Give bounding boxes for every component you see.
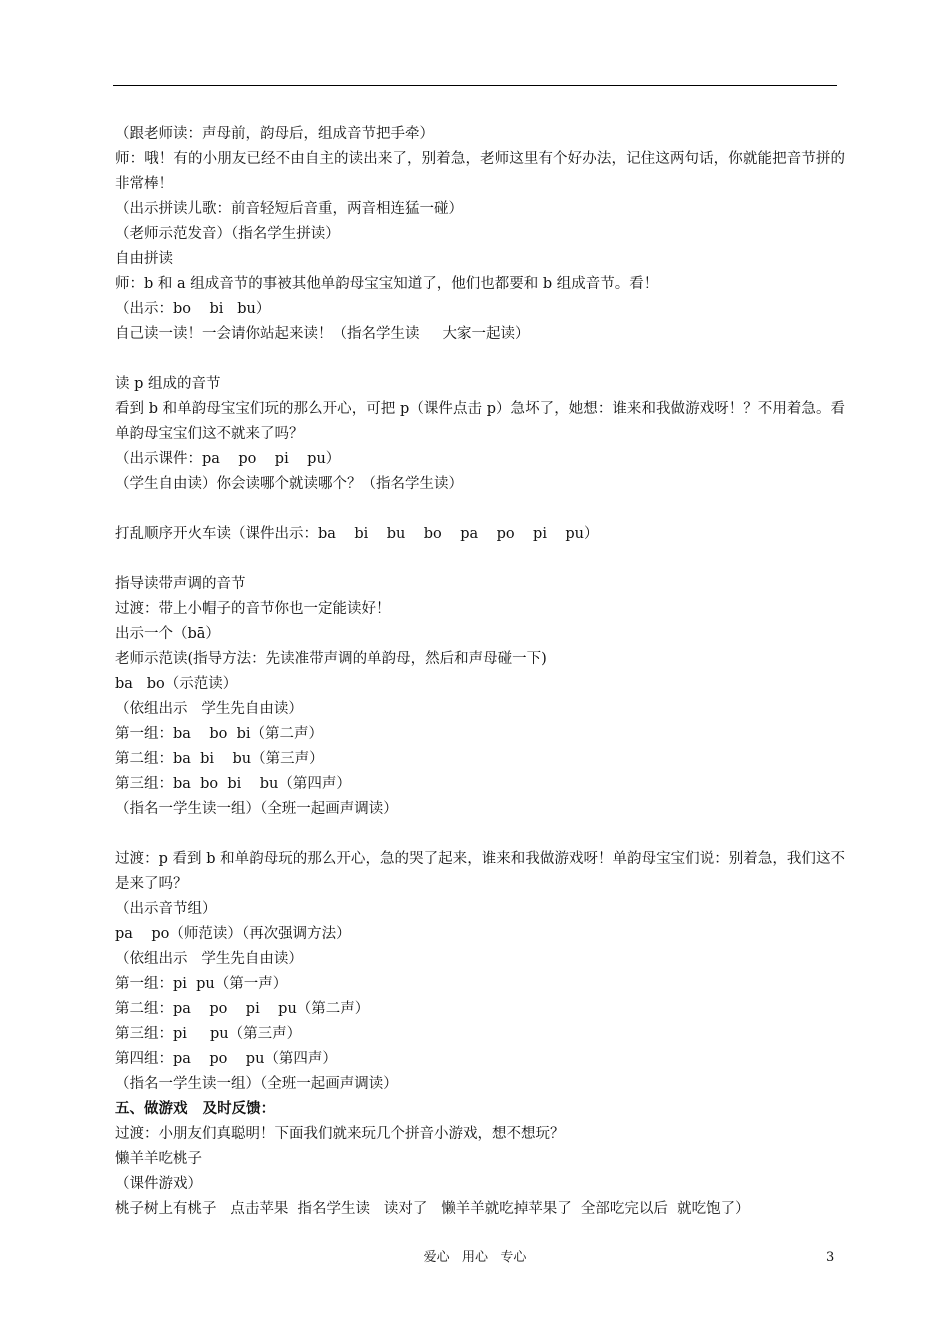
text-line: 出示一个（bā）	[115, 626, 220, 642]
blank-line	[115, 547, 845, 572]
text-line: 桃子树上有桃子 点击苹果 指名学生读 读对了 懒羊羊就吃掉苹果了 全部吃完以后 就吃饱了）	[115, 1201, 750, 1217]
text-line: 第二组：pa po pi pu（第二声）	[115, 1001, 370, 1017]
text-line: 第三组：ba bo bi bu（第四声）	[115, 776, 351, 792]
header-rule	[113, 85, 837, 86]
text-line: （出示拼读儿歌：前音轻短后音重，两音相连猛一碰）	[115, 201, 463, 217]
text-line: ba bo（示范读）	[115, 676, 238, 692]
text-line: （依组出示 学生先自由读）	[115, 701, 303, 717]
text-line: 读 p 组成的音节	[115, 376, 221, 392]
text-line: 第二组：ba bi bu（第三声）	[115, 751, 324, 767]
text-line: （老师示范发音）（指名学生拼读）	[115, 226, 340, 242]
text-line: （出示：bo bi bu）	[115, 301, 271, 317]
text-line: 过渡：带上小帽子的音节你也一定能读好！	[115, 601, 391, 617]
blank-line	[115, 497, 845, 522]
text-line: （出示课件：pa po pi pu）	[115, 451, 341, 467]
text-line: 第三组：pi pu（第三声）	[115, 1026, 302, 1042]
text-line: 懒羊羊吃桃子	[115, 1151, 202, 1167]
document-body	[115, 122, 845, 1222]
text-line: 师：哦！有的小朋友已经不由自主的读出来了，别着急，老师这里有个好办法，记住这两句话，你就能把音节拼的非常棒！	[115, 151, 845, 192]
text-line: 老师示范读(指导方法：先读准带声调的单韵母，然后和声母碰一下)	[115, 651, 547, 667]
text-line: 自己读一读！一会请你站起来读！（指名学生读 大家一起读）	[115, 326, 530, 342]
blank-line	[115, 347, 845, 372]
section-heading: 五、做游戏 及时反馈：	[115, 1101, 276, 1117]
text-line: 第一组：pi pu（第一声）	[115, 976, 288, 992]
text-line: （出示音节组）	[115, 901, 217, 917]
text-line: （学生自由读）你会读哪个就读哪个？（指名学生读）	[115, 476, 463, 492]
text-line: 指导读带声调的音节	[115, 576, 246, 592]
page-number: 3	[826, 1250, 835, 1265]
text-line: 第四组：pa po pu（第四声）	[115, 1051, 337, 1067]
text-line: （依组出示 学生先自由读）	[115, 951, 303, 967]
text-line: （课件游戏）	[115, 1176, 202, 1192]
text-line: 第一组：ba bo bi（第二声）	[115, 726, 324, 742]
text-line: （指名一学生读一组）（全班一起画声调读）	[115, 801, 398, 817]
text-line: （指名一学生读一组）（全班一起画声调读）	[115, 1076, 398, 1092]
text-line: pa po（师范读）（再次强调方法）	[115, 926, 351, 942]
text-line: 看到 b 和单韵母宝宝们玩的那么开心，可把 p（课件点击 p）急坏了，她想：谁来和我做游戏呀！？不用着急。看单韵母宝宝们这不就来了吗？	[115, 401, 845, 442]
blank-line	[115, 822, 845, 847]
text-line: 过渡：p 看到 b 和单韵母玩的那么开心，急的哭了起来，谁来和我做游戏呀！单韵母宝宝们说：别着急，我们这不是来了吗？	[115, 851, 845, 892]
text-line: 过渡：小朋友们真聪明！下面我们就来玩几个拼音小游戏，想不想玩？	[115, 1126, 565, 1142]
text-line: （跟老师读：声母前，韵母后，组成音节把手牵）	[115, 126, 434, 142]
text-line: 师：b 和 a 组成音节的事被其他单韵母宝宝知道了，他们也都要和 b 组成音节。看！	[115, 276, 659, 292]
text-line: 自由拼读	[115, 251, 173, 267]
text-line: 打乱顺序开火车读（课件出示：ba bi bu bo pa po pi pu）	[115, 526, 599, 542]
footer-motto: 爱心 用心 专心	[423, 1250, 527, 1265]
